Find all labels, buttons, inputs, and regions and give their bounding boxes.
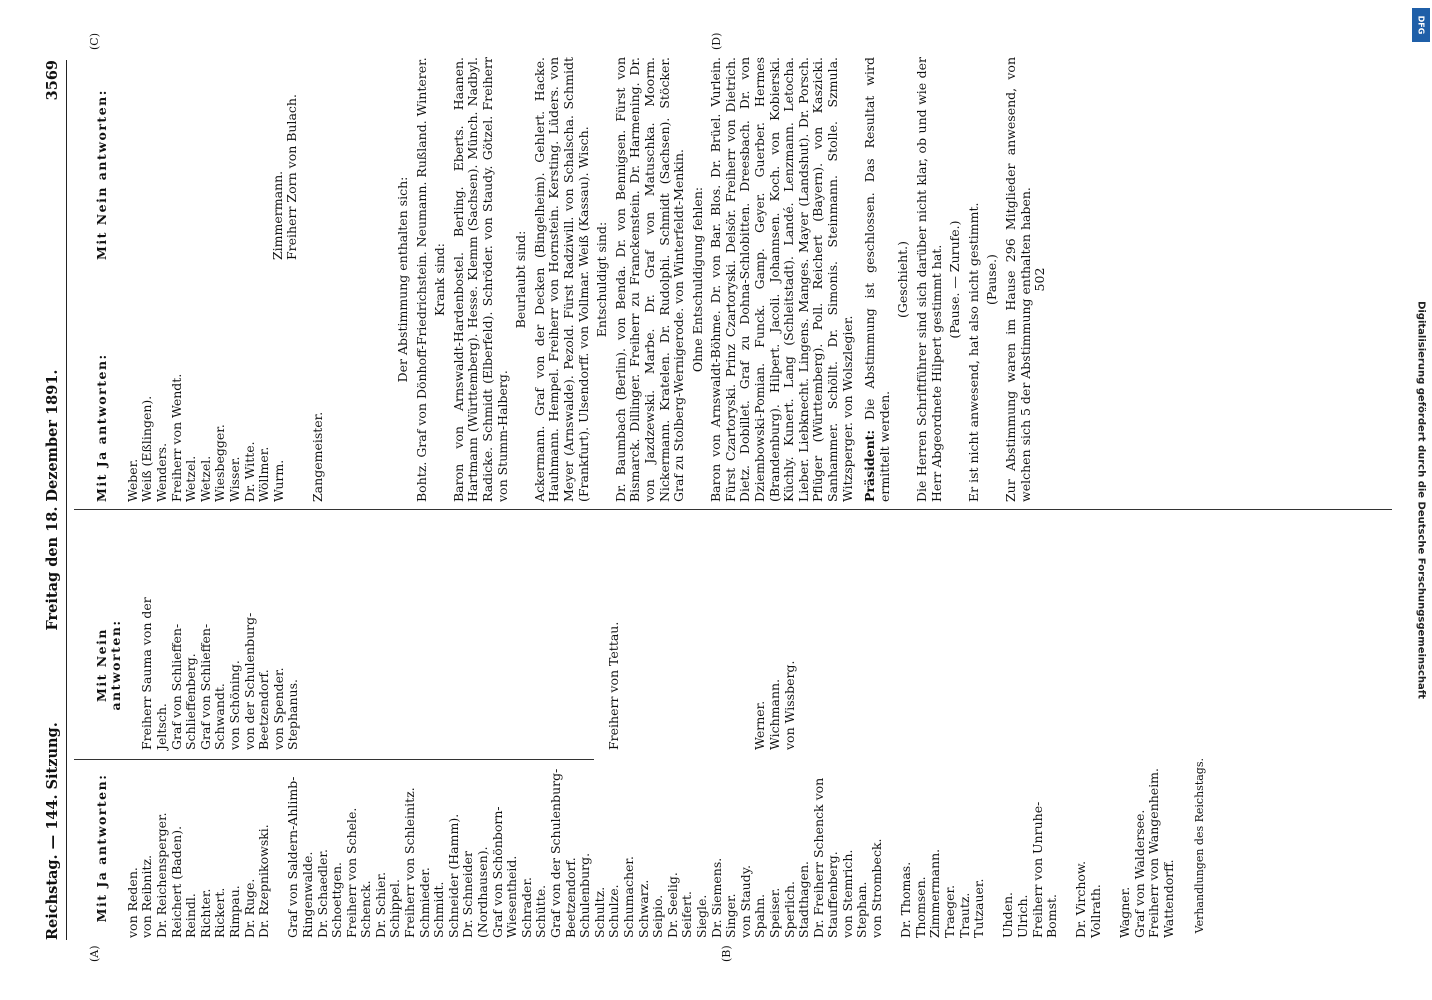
header-date: Freitag den 18. Dezember 1891. (44, 369, 61, 631)
excused-heading: Entschuldigt sind: (594, 221, 610, 338)
column-ja-1 (80, 758, 1222, 938)
column-nein-2 (80, 580, 812, 750)
geschieht-note: (Geschieht.) (895, 240, 911, 319)
pause-note-2: (Pause.) (984, 254, 1000, 305)
column-rule-2 (74, 509, 1392, 510)
dfg-logo (1412, 8, 1430, 42)
abstain-heading: Der Abstimmung enthalten sich: (395, 176, 410, 383)
zangemeister: Zangemeister. (309, 411, 325, 502)
absent-text: Baron von Arnswaldt-Böhme. Dr. von Bar. Blos. Dr. Brüel. Vurlein. Fürst Czartoryski. Prinz Czartoryski. Delsör. Freiherr von Dietrich. Dietz. Dobillet. Graf zu Dohna-Schlobitten. Dreesbach. Dr. von Dziembowski-Pomian. Funck. Gamp. Geyer. Guerber. Hermes (Brandenburg). Hilpert. Jacoli. Johannsen. Koch. von Kobierski. Küchly. Kunert. Lang (Schleitstadt). Landé. Lenzmann. Letocha. Lieber. Liebknecht. Lingens. Manges. Mayer (Landshut). Dr. Porsch. Pflüger (Württemberg). Poll. Reichert (Bayern). von Kaszicki. Sanhammer. Schöllt. Dr. Simonis. Steinmann. Stolle. Szmula. Witzsperger. von Wolszlegier. (708, 57, 855, 502)
column-3-sections (392, 57, 1052, 502)
nein-list-cont: Zimmermann. Freiherr Zorn von Bulach. (269, 94, 300, 260)
hilpert-paragraph: Er ist nicht anwesend, hat also nicht gestimmt. (965, 202, 981, 502)
president-statement (863, 57, 892, 502)
leave-text: Ackermann. Graf von der Decken (Bingelheim). Gehlert. Hacke. Hauhmann. Hempel. Freiherr von Hornstein. Kersting. Lüders. von Meyer (Arnswalde). Pezold. Fürst Radziwill. von Schalscha. Schmidt (Frankfurt). Ulsendorff. von Vollmar. Weiß (Kassau). Wisch. (531, 57, 591, 502)
president-label: Präsident: (862, 429, 878, 502)
heading-nein: Mit Nein antworten: (93, 619, 124, 711)
pause-note-1: (Pause. — Zurufe.) (947, 220, 963, 339)
result-paragraph: Zur Abstimmung waren im Hause 296 Mitglieder anwesend, von welchen sich 5 der Abstimmung enthalten haben. (1002, 57, 1033, 502)
page-number: 3569 (44, 60, 61, 101)
heading-nein-cont: Mit Nein antworten: (93, 89, 109, 260)
president-text: Die Abstimmung ist geschlossen. Das Resultat wird ermittelt werden. (862, 57, 892, 502)
page-header (44, 60, 67, 940)
heading-ja-cont: Mit Ja antworten: (93, 353, 109, 502)
sheet-signature: 502 (1032, 267, 1048, 292)
ja-list-cont: Weber. Weiß (Eßlingen). Wenders. Freiherr von Wendt. Wetzel. Wetzel. Wiesbegger. Wisser. Dr. Witte. Wöllmer. Wurm. (124, 373, 286, 502)
leave-heading: Beurlaubt sind: (513, 230, 529, 329)
page-footer-note: Verhandlungen des Reichstags. (1193, 758, 1207, 934)
sick-heading: Krank sind: (432, 242, 448, 317)
secretaries-paragraph: Die Herren Schriftführer sind sich darüber nicht klar, ob und wie der Herr Abgeordnete Hilpert gestimmt hat. (914, 57, 944, 502)
abstain-text: Bohtz. Graf von Dönhoff-Friedrichstein. Neumann. Rußland. Winterer. (413, 57, 429, 502)
heading-ja: Mit Ja antworten: (93, 773, 109, 923)
sick-text: Baron von Arnswaldt-Hardenbostel. Berling. Eberts. Haanen. Hartmann (Württemberg). Hesse. Klemm (Sachsen). Münch. Nadbyl. Radicke. Schmidt (Elberfeld). Schröder. von Staudy. Götzel. Freiherr von Stumm-Halberg. (450, 57, 510, 502)
margin-marker-d: (D) (710, 32, 723, 50)
excused-text: Dr. Baumbach (Berlin). von Benda. Dr. von Bennigsen. Fürst von Bismarck. Dillinger. Freiherr zu Franckenstein. Dr. Harmening. Dr. von Jazdzewski. Marbe. Dr. Graf von Matuschka. Moorm. Nickermann. Kratelen. Dr. Rudolphi. Schmidt (Sachsen). Stöcker. Graf zu Stolberg-Wernigerode. von Winterfeldt-Menkin. (612, 57, 687, 502)
absent-heading: Ohne Entschuldigung fehlen: (689, 186, 705, 373)
dfg-logo-text: DFG (1416, 15, 1426, 35)
margin-marker-b: (B) (720, 945, 733, 962)
nein-list: Freiherr Sauma von der Jeltsch. Graf von Schlieffen-Schlieffenberg. Graf von Schlieffen-Schwandt. von Schöning. von der Schulenburg-Beetzendorf. von Spender. Stephanus. Freiherr von Tettau. Werner. Wichmann. von Wissberg. (139, 597, 797, 750)
digitization-watermark (1410, 0, 1432, 1000)
ja-list: von Reden. von Reibnitz. Dr. Reichensperger. Reichert (Baden). Reindl. Richter. Rickert. Rimpau. Dr. Ruge. Dr. Rzepnikowski. Graf von Saldern-Ahlimb-Ringenwalde. Dr. Schaedler. Schoettgen. Freiherr von Schele. Schenck. Dr. Schier. Schippel. Freiherr von Schleinitz. Schmieder. Schmidt. Schneider (Hamm). Dr. Schneider (Nordhausen). Graf von Schönborn-Wiesentheid. Schrader. Schütte. Graf von der Schulenburg-Beetzendorf. Schulenburg. Schultz. Schulze. Schumacher. Schwarz. Seipio. Dr. Seelig. Seifert. Siegle. Dr. Siemens. Singer. von Staudy. Spahn. Speiser. Sperlich. Stadthagen. Dr. Freiherr Schenck von Stauffenberg. von Stemrich. Stephan. von Strombeck. Dr. Thomas. Thomsen. Zimmermann. Traeger. Trautz. Tutzauer. Uhden. Ulrich. Freiherr von Unruhe-Bomst. Dr. Virchow. Vollrath. Wagner. Graf von Waldersee. Freiherr von Wangenheim. Wattendorff. (124, 767, 1176, 938)
margin-marker-a: (A) (88, 945, 101, 962)
header-left: Reichstag. — 144. Sitzung. (44, 722, 61, 940)
margin-marker-c: (C) (88, 33, 101, 50)
column-3-nein (80, 60, 315, 260)
watermark-text: Digitalisierung gefördert durch die Deutsche Forschungsgemeinschaft (1415, 301, 1427, 699)
